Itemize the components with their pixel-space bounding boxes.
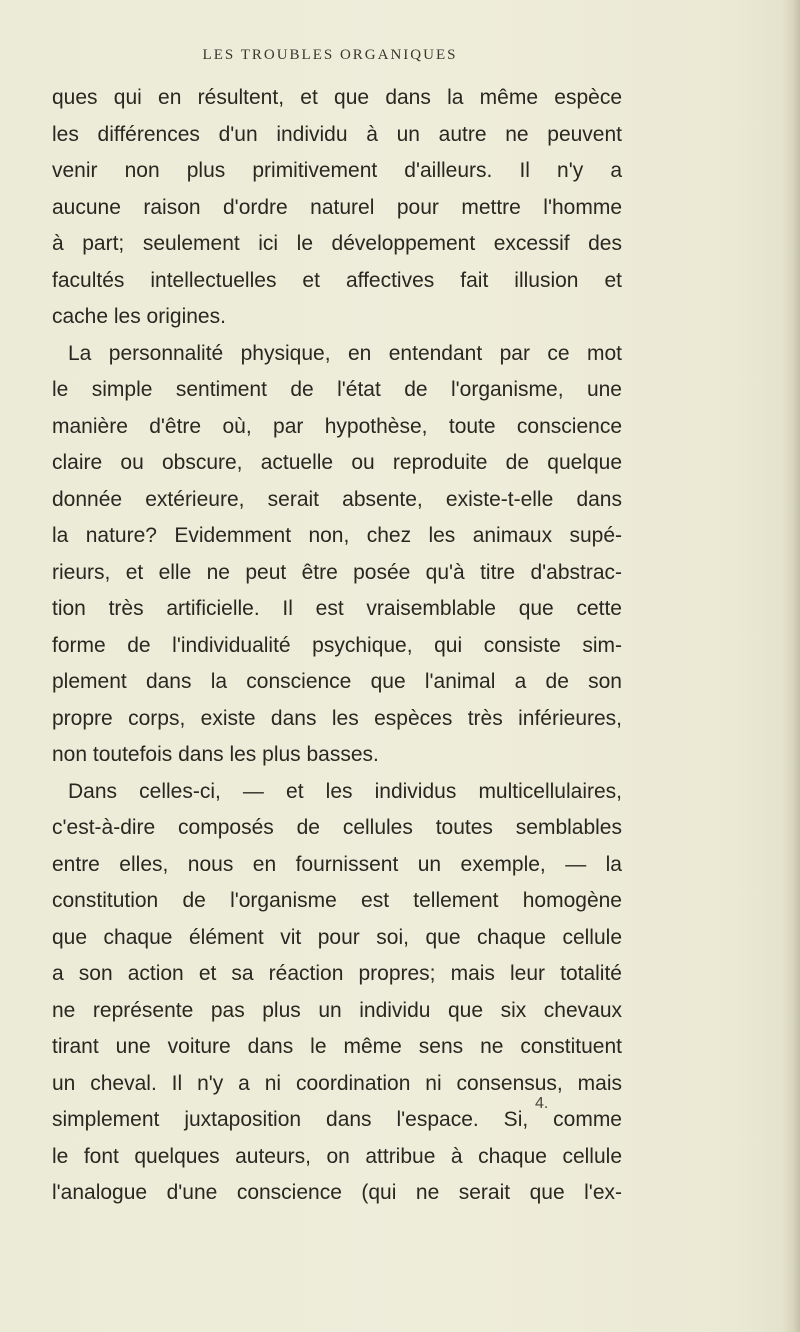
text-line: entre elles, nous en fournissent un exemple, — la <box>52 852 622 876</box>
text-line: le font quelques auteurs, on attribue à chaque cellule <box>52 1144 622 1168</box>
text-line: rieurs, et elle ne peut être posée qu'à titre d'abstrac- <box>52 560 622 584</box>
text-line: Dans celles-ci, — et les individus multicellulaires, <box>68 779 622 803</box>
text-line: un cheval. Il n'y a ni coordination ni consensus, mais <box>52 1071 622 1095</box>
text-line: propre corps, existe dans les espèces très inférieures, <box>52 706 622 730</box>
text-line: simplement juxtaposition dans l'espace. Si, comme <box>52 1108 622 1131</box>
text-line: cache les origines. <box>52 305 226 328</box>
page-edge-shadow <box>782 0 800 1332</box>
text-line: que chaque élément vit pour soi, que chaque cellule <box>52 925 622 949</box>
text-line: non toutefois dans les plus basses. <box>52 743 379 766</box>
text-line: facultés intellectuelles et affectives fait illusion et <box>52 268 622 292</box>
text-line: à part; seulement ici le développement excessif des <box>52 232 622 255</box>
text-line: constitution de l'organisme est tellement homogène <box>52 889 622 912</box>
text-line: tirant une voiture dans le même sens ne constituent <box>52 1035 622 1058</box>
text-line: l'analogue d'une conscience (qui ne serait que l'ex- <box>52 1181 622 1204</box>
text-line: la nature? Evidemment non, chez les animaux supé- <box>52 524 622 547</box>
text-line: donnée extérieure, serait absente, existe-t-elle dans <box>52 487 622 511</box>
running-head: LES TROUBLES ORGANIQUES <box>202 47 458 63</box>
text-line: c'est-à-dire composés de cellules toutes semblables <box>52 816 622 839</box>
text-line: La personnalité physique, en entendant par ce mot <box>68 341 622 365</box>
text-line: forme de l'individualité psychique, qui consiste sim- <box>52 633 622 657</box>
text-line: le simple sentiment de l'état de l'organisme, une <box>52 378 622 401</box>
text-line: manière d'être où, par hypothèse, toute conscience <box>52 414 622 438</box>
text-line: ne représente pas plus un individu que six chevaux <box>52 998 622 1022</box>
signature-mark: 4. <box>535 1095 549 1112</box>
text-line: plement dans la conscience que l'animal a de son <box>52 670 622 693</box>
text-line: venir non plus primitivement d'ailleurs. Il n'y a <box>52 159 622 182</box>
text-line: a son action et sa réaction propres; mais leur totalité <box>52 962 622 985</box>
text-line: claire ou obscure, actuelle ou reproduite de quelque <box>52 451 622 474</box>
text-line: aucune raison d'ordre naturel pour mettre l'homme <box>52 195 622 219</box>
text-line: tion très artificielle. Il est vraisemblable que cette <box>52 597 622 620</box>
body-text <box>52 80 622 1212</box>
text-line: ques qui en résultent, et que dans la même espèce <box>52 86 622 109</box>
text-line: les différences d'un individu à un autre ne peuvent <box>52 122 622 146</box>
